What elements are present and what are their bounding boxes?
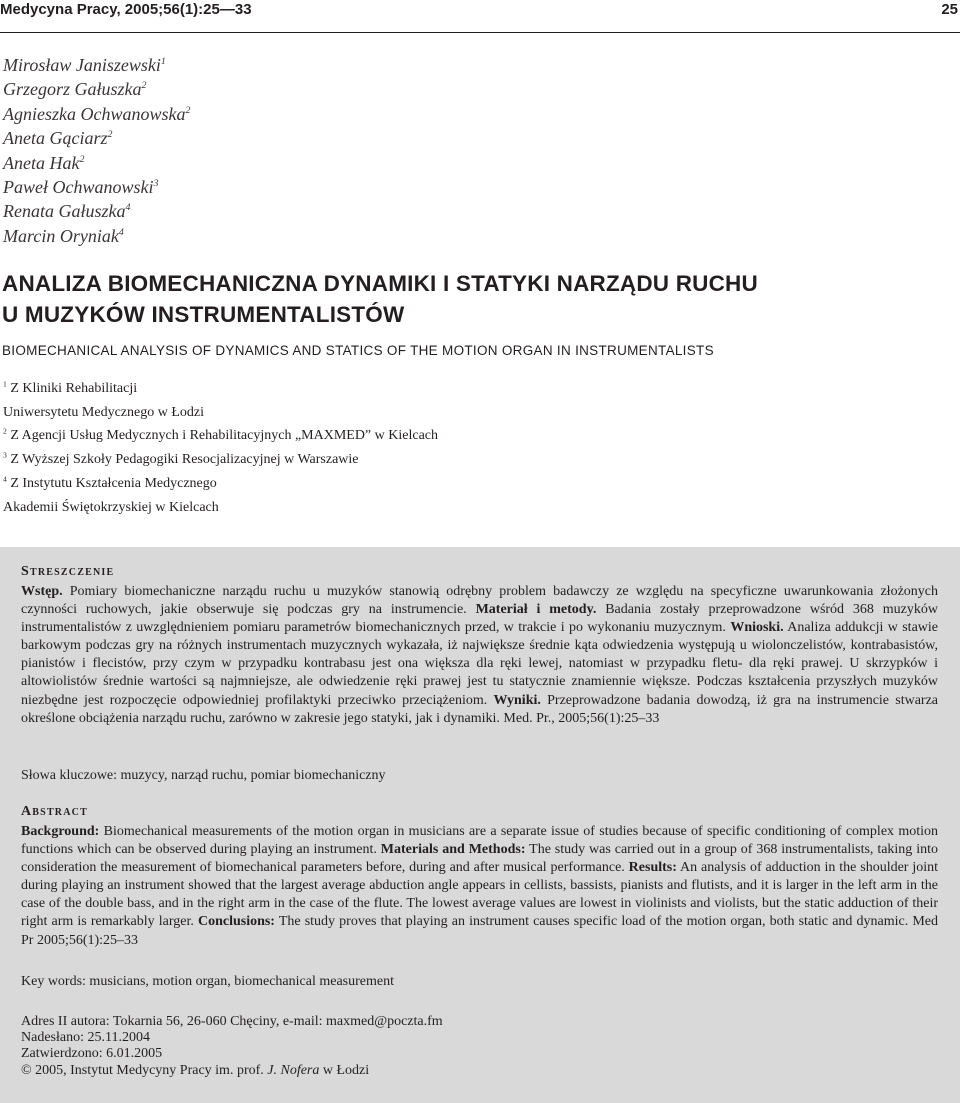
title-line: ANALIZA BIOMECHANICZNA DYNAMIKI I STATYKI NARZĄDU RUCHU [2, 271, 758, 296]
affiliation-list [3, 377, 438, 519]
author: Aneta Hak$^2$ [3, 152, 85, 173]
results-label: Results: [628, 860, 677, 876]
author-list [3, 53, 190, 248]
author: Aneta Gąciarz$^2$ [3, 128, 113, 149]
author: Agnieszka Ochwanowska$^2$ [3, 103, 191, 124]
affiliation: $^4$ Z Instytutu Kształcenia Medycznego [3, 474, 217, 491]
title-line: U MUZYKÓW INSTRUMENTALISTÓW [2, 302, 405, 327]
affiliation: $^3$ Z Wyższej Szkoły Pedagogiki Resocjalizacyjnej w Warszawie [3, 450, 359, 468]
background-label: Background: [21, 824, 100, 839]
running-header [0, 0, 960, 34]
wnioski-label: Wnioski. [730, 620, 784, 636]
streszczenie-text: Wstęp. Pomiary biomechaniczne narządu ruchu u muzyków stanowią odrębny problem badawczy ze względu na specyficzne uwarunkowania złożonych czynności ruchowych, jakie obserwuje się podczas gry na instrumencie. Materiał i metody. Badania zostały przeprowadzone wśród 368 muzyków instrumentalistów z uwzględnieniem pomiaru parametrów biomechanicznych przed, w trakcie i po wykonaniu muzycznym. Wnioski. Analiza addukcji w stawie barkowym podczas gry na różnych instrumentach muzycznych wykazała, iż największe średnie kąta odwiedzenia występują u wiolonczelistów, kontrabasistów, pianistów i flecistów, przy czym w przypadku kontrabasu jest ona większa dla ręki lewej, natomiast w przypadku fletu- dla ręki prawej. U skrzypków i altowiolistów średnie wartości są najmniejsze, ale odwiedzenie ręki prawej jest tu statycznie znamiennie większe. Podczas kształcenia przyszłych muzyków niezbędne jest rozpoczęcie odpowiedniej profilaktyki przeciwko przeciążeniom. Wyniki. Przeprowadzone badania dowodzą, iż gra na instrumencie stwarza określone obciążenia narządu ruchu, zarówno w zakresie jego statyki, jak i dynamiki. Med. Pr., 2005;56(1):25–33 [21, 584, 939, 726]
abstract-text: Background: Biomechanical measurements of the motion organ in musicians are a separate issue of studies because of specific conditioning of complex motion functions which can be observed during playing an instrument. Materials and Methods: The study was carried out in a group of 368 instrumentalists, taking into consideration the measurement of biomechanical parameters before, during and after musical performance. Results: An analysis of adduction in the shoulder joint during playing an instrument showed that the largest average abduction angle appears in cellists, bassists, pianists and flutists, and it is larger in the left arm in the case of the double bass, and in the right arm in the case of the flute. The lowest average values are lowest in violinists and violists, but the static adduction of their right arm is remarkably larger. Conclusions: The study proves that playing an instrument causes specific load of the motion organ, both static and dynamic. Med Pr 2005;56(1):25–33 [21, 824, 939, 948]
author: Renata Gałuszka$^4$ [3, 201, 131, 222]
author: Grzegorz Gałuszka$^2$ [3, 79, 147, 100]
copyright-line: © 2005, Instytut Medycyny Pracy im. prof. J. Nofera w Łodzi [21, 1062, 370, 1078]
keywords-english: Key words: musicians, motion organ, biomechanical measurement [21, 974, 394, 989]
affiliation: $^1$ Z Kliniki Rehabilitacji [3, 379, 138, 396]
header-rule [0, 32, 960, 33]
affiliation: Uniwersytetu Medycznego w Łodzi [3, 404, 204, 420]
author: Marcin Oryniak$^4$ [3, 225, 124, 246]
methods-label: Materials and Methods: [380, 842, 526, 858]
author: Paweł Ochwanowski$^3$ [3, 177, 159, 198]
article-title-polish [2, 268, 758, 330]
keywords-polish: Słowa kluczowe: muzycy, narząd ruchu, pomiar biomechaniczny [21, 768, 386, 783]
abstract-heading: Abstract [21, 804, 88, 819]
wstep-label: Wstęp. [21, 584, 63, 599]
wyniki-label: Wyniki. [493, 692, 541, 708]
page-number: 25 [941, 1, 958, 18]
conclusions-label: Conclusions: [197, 914, 275, 930]
author-address: Adres II autora: Tokarnia 56, 26-060 Chęciny, e-mail: maxmed@poczta.fm [21, 1014, 443, 1029]
received-date: Nadesłano: 25.11.2004 [21, 1030, 150, 1046]
article-title-english: BIOMECHANICAL ANALYSIS OF DYNAMICS AND STATICS OF THE MOTION ORGAN IN INSTRUMENTALISTS [2, 343, 714, 358]
approved-date: Zatwierdzono: 6.01.2005 [21, 1046, 163, 1062]
author: Mirosław Janiszewski$^1$ [3, 55, 166, 75]
affiliation: Akademii Świętokrzyskiej w Kielcach [3, 499, 219, 515]
correspondence-info [21, 1014, 443, 1079]
material-label: Materiał i metody. [475, 602, 597, 618]
affiliation: $^2$ Z Agencji Usług Medycznych i Rehabilitacyjnych „MAXMED” w Kielcach [3, 426, 438, 444]
journal-reference: Medycyna Pracy, 2005;56(1):25—33 [0, 1, 252, 18]
streszczenie-heading: Streszczenie [21, 564, 115, 579]
